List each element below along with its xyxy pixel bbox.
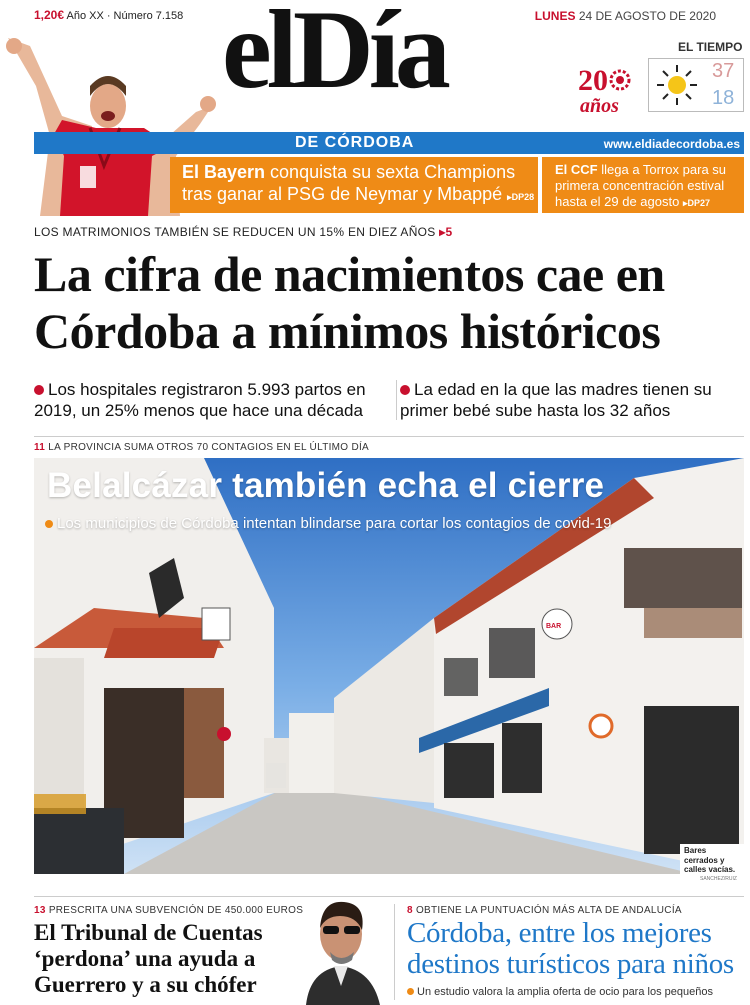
divider <box>396 380 397 420</box>
teaser-bayern-ref: ▸DP28 <box>507 191 535 202</box>
lead-kicker-text: LOS MATRIMONIOS TAMBIÉN SE REDUCEN UN 15% EN DIEZ AÑOS <box>34 225 440 239</box>
lead-headline[interactable] <box>34 246 744 360</box>
weekday: LUNES <box>534 9 576 23</box>
section-name: DE CÓRDOBA <box>295 134 415 151</box>
lead-bullet-1: Los hospitales registraron 5.993 partos en 2019, un 25% menos que hace una década <box>34 380 366 421</box>
tribunal-page: 13 <box>34 905 46 916</box>
bullet-dot-icon <box>400 385 410 395</box>
temp-min: 18 <box>712 87 735 109</box>
anniversary-number: 20 <box>578 64 608 97</box>
lead-kicker <box>34 225 453 239</box>
photo-caption: Bares cerrados y calles vacías. <box>680 844 744 877</box>
covid-kicker <box>34 442 369 453</box>
temp-max: 37 <box>712 60 735 82</box>
lead-headline-line2: Córdoba a mínimos históricos <box>34 303 661 359</box>
photo-sign-text: BAR <box>546 623 562 630</box>
tourism-kicker: 8 OBTIENE LA PUNTUACIÓN MÁS ALTA DE ANDALUCÍA <box>407 905 682 916</box>
divider <box>34 436 744 437</box>
bullet-dot-icon <box>407 988 414 995</box>
date-line <box>535 9 716 23</box>
portrait-photo <box>296 890 386 1005</box>
tourism-bullet: Un estudio valora la amplia oferta de ocio para los pequeños <box>407 986 713 998</box>
tourism-headline[interactable]: Córdoba, entre los mejores destinos turísticos para niños <box>407 917 734 980</box>
bullet-dot-icon <box>34 385 44 395</box>
lead-headline-line1: La cifra de nacimientos cae en <box>34 246 665 302</box>
bullet-dot-icon <box>45 520 53 528</box>
teaser-ccf-line2: primera concentración estival <box>555 177 725 193</box>
covid-page: 11 <box>34 442 46 453</box>
divider <box>394 904 395 1000</box>
price: 1,20€ <box>34 8 65 22</box>
weather-label: EL TIEMPO <box>678 40 743 54</box>
teaser-ccf-line3: hasta el 29 de agosto <box>555 193 683 209</box>
anniversary-word: años <box>580 95 619 116</box>
teaser-ccf[interactable] <box>555 162 726 210</box>
anniversary-badge <box>576 62 638 116</box>
sun-icon <box>655 63 699 107</box>
covid-title[interactable]: Belalcázar también echa el cierre <box>47 466 605 505</box>
divider <box>34 896 744 897</box>
teaser-ccf-ref: ▸DP27 <box>682 197 710 208</box>
tourism-page: 8 <box>407 905 413 916</box>
tribunal-kicker: 13 PRESCRITA UNA SUBVENCIÓN DE 450.000 EUROS <box>34 905 304 916</box>
covid-kicker-text: LA PROVINCIA SUMA OTROS 70 CONTAGIOS EN EL ÚLTIMO DÍA <box>45 442 370 453</box>
date: 24 DE AGOSTO DE 2020 <box>578 9 716 23</box>
lead-kicker-ref: ▸5 <box>439 225 453 239</box>
website-url[interactable]: www.eldiadecordoba.es <box>603 137 740 151</box>
issue-number: Año XX · Número 7.158 <box>66 10 184 22</box>
teaser-bayern[interactable] <box>182 162 534 206</box>
lead-bullet-2: La edad en la que las madres tienen su primer bebé sube hasta los 32 años <box>400 380 712 421</box>
teaser-ccf-lead: El CCF <box>555 162 598 177</box>
teaser-bayern-lead: El Bayern <box>182 162 266 182</box>
tribunal-headline[interactable]: El Tribunal de Cuentas ‘perdona’ una ayuda a Guerrero y a su chófer <box>34 920 263 997</box>
covid-subtitle: Los municipios de Córdoba intentan blindarse para cortar los contagios de covid-19 <box>45 515 612 532</box>
newspaper-logo[interactable]: elDía <box>222 0 446 112</box>
teaser-bayern-line2: tras ganar al PSG de Neymar y Mbappé <box>182 183 508 204</box>
teaser-ccf-line1: llega a Torrox para su <box>597 162 727 177</box>
teaser-bayern-line1: conquista su sexta Champions <box>265 162 516 182</box>
photo-credit: SANCHEZ/RUIZ <box>700 876 737 882</box>
